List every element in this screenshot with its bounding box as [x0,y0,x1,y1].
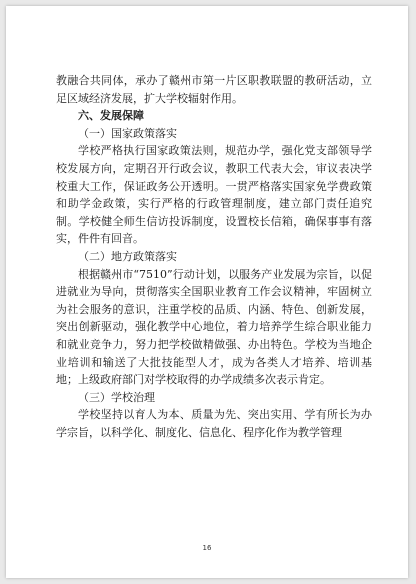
paragraph-local-policy: 根据赣州市“7510”行动计划，以服务产业发展为宗旨，以促进就业为导向，贯彻落实全国职业教育工作会议精神，牢固树立为社会服务的意识，注重学校的品质、内涵、特色、创新发展，突出创新驱动，强化教学中心地位，着力培养学生综合职业能力和就业竞争力，努力把学校做精做强、办出特色。学校为当地企业培训和输送了大批技能型人才，成为各类人才培养、培训基地；上级政府部门对学校取得的办学成绩多次表示肯定。 [56,267,372,387]
subsection-heading-school-governance: （三）学校治理 [78,390,155,404]
paragraph-continued: 教融合共同体，承办了赣州市第一片区职教联盟的教研活动，立足区域经济发展，扩大学校辐射作用。 [56,74,372,105]
page-number: 16 [202,544,212,552]
paragraph-school-governance: 学校坚持以育人为本、质量为先、突出实用、学有所长为办学宗旨，以科学化、制度化、信息化、程序化作为教学管理 [56,408,372,439]
subsection-heading-national-policy: （一）国家政策落实 [78,126,177,140]
subsection-heading-local-policy: （二）地方政策落实 [78,249,177,263]
paragraph-national-policy: 学校严格执行国家政策法则，规范办学，强化党支部领导学校发展方向，定期召开行政会议，教职工代表大会，审议表决学校重大工作，保证政务公开透明。一贯严格落实国家免学费政策和助学金政策，实行严格的行政管理制度，建立部门责任追究制。学校健全师生信访投诉制度，设置校长信箱，确保事事有落实，件件有回音。 [56,144,372,246]
section-heading-development-guarantee: 六、发展保障 [78,109,144,123]
page-content [56,72,372,441]
document-page [6,6,408,578]
